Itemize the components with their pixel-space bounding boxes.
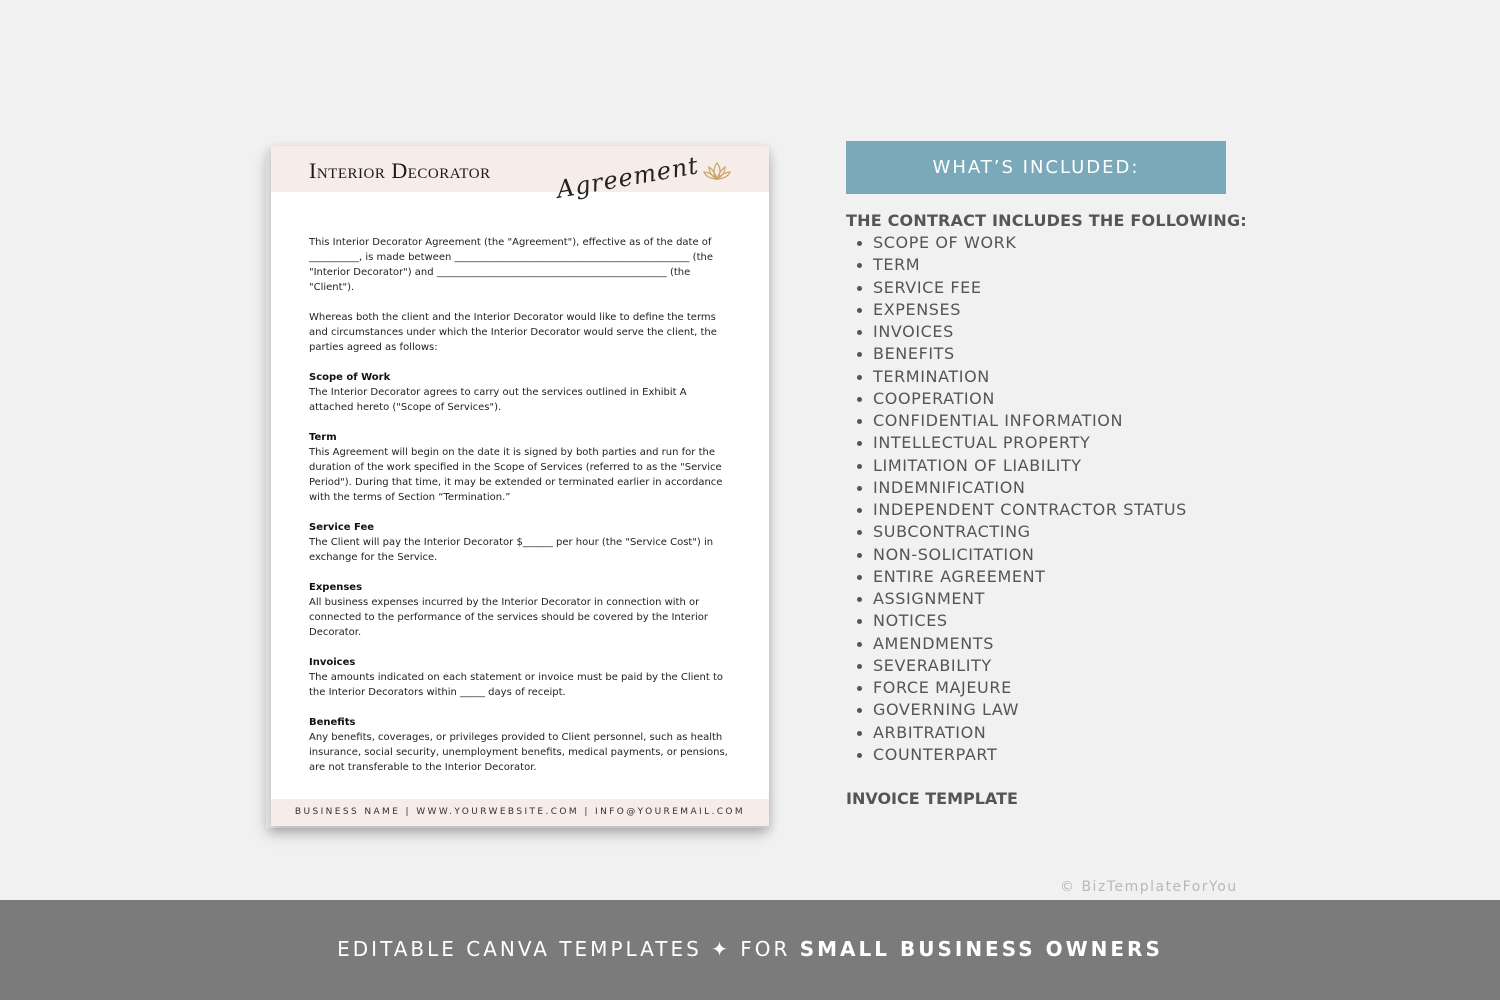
list-item-label: TERM — [873, 255, 921, 275]
bullet-icon — [857, 508, 862, 513]
list-item — [846, 455, 1187, 477]
bullet-icon — [857, 686, 862, 691]
list-item-label: COOPERATION — [873, 388, 995, 408]
bullet-icon — [857, 486, 862, 491]
bullet-icon — [857, 464, 862, 469]
section-text: The Client will pay the Interior Decorator $______ per hour (the "Service Cost") in exchange for the Service. — [309, 537, 714, 563]
intro-paragraph: Whereas both the client and the Interior Decorator would like to define the terms and circumstances under which the Interior Decorator would serve the client, the parties agreed as follows: — [309, 312, 717, 353]
section-text: All business expenses incurred by the Interior Decorator in connection with or connected to the performance of the services should be covered by the Interior Decorator. — [309, 597, 708, 638]
list-item — [846, 744, 1187, 766]
bottom-banner-text-bold: SMALL BUSINESS OWNERS — [799, 937, 1163, 961]
document-footer-band — [271, 799, 769, 826]
list-item — [846, 722, 1187, 744]
section-heading: Invoices — [309, 657, 356, 668]
bullet-icon — [857, 619, 862, 624]
bullet-icon — [857, 352, 862, 357]
bullet-icon — [857, 441, 862, 446]
bullet-icon — [857, 753, 862, 758]
lotus-icon — [703, 160, 731, 182]
list-item — [846, 588, 1187, 610]
list-item-label: INVOICES — [873, 322, 954, 341]
list-item-label: ARBITRATION — [873, 722, 987, 742]
document-footer-text: BUSINESS NAME | WWW.YOURWEBSITE.COM | INFO@YOUREMAIL.COM — [294, 807, 746, 817]
bottom-banner-text-regular: EDITABLE CANVA TEMPLATES ✦ FOR — [337, 937, 800, 961]
section-benefits — [309, 715, 733, 775]
list-item-label: COUNTERPART — [873, 744, 998, 764]
intro-paragraph: This Interior Decorator Agreement (the "Agreement"), effective as of the date of __________, is made between _______________________________________________ (the "Interior Decorator") and ______________________________________________ (the "Client"). — [309, 237, 713, 293]
list-item — [846, 432, 1187, 454]
list-item-label: ENTIRE AGREEMENT — [873, 566, 1046, 586]
list-item — [846, 366, 1187, 388]
list-item-label: EXPENSES — [873, 299, 962, 319]
bullet-icon — [857, 553, 862, 558]
list-item-label: SCOPE OF WORK — [873, 233, 1017, 252]
list-item — [846, 566, 1187, 588]
list-item-label: GOVERNING LAW — [873, 700, 1019, 720]
list-item-label: ASSIGNMENT — [873, 589, 985, 608]
section-heading: Benefits — [309, 717, 356, 728]
document-body — [309, 235, 733, 790]
bullet-icon — [857, 263, 862, 268]
bullet-icon — [857, 575, 862, 580]
bullet-icon — [857, 397, 862, 402]
list-item — [846, 299, 1187, 321]
document-page — [271, 146, 769, 826]
bullet-icon — [857, 731, 862, 736]
section-scope-of-work — [309, 370, 733, 415]
list-item-label: SERVICE FEE — [873, 277, 982, 297]
list-item — [846, 343, 1187, 365]
document-title: Interior Decorator — [309, 158, 491, 183]
list-item-label: BENEFITS — [873, 344, 955, 364]
bullet-icon — [857, 664, 862, 669]
bullet-icon — [857, 708, 862, 713]
list-item-label: FORCE MAJEURE — [873, 678, 1012, 697]
list-item-label: INDEMNIFICATION — [873, 477, 1026, 497]
list-item — [846, 677, 1187, 699]
section-invoices — [309, 655, 733, 700]
list-item — [846, 633, 1187, 655]
section-service-fee — [309, 520, 733, 565]
list-item — [846, 610, 1187, 632]
bullet-icon — [857, 597, 862, 602]
list-item — [846, 521, 1187, 543]
section-text: The Interior Decorator agrees to carry out the services outlined in Exhibit A attached hereto ("Scope of Services"). — [309, 387, 687, 413]
bottom-banner-text — [0, 937, 1500, 961]
list-item — [846, 277, 1187, 299]
bullet-icon — [857, 419, 862, 424]
list-item-label: AMENDMENTS — [873, 633, 994, 653]
list-item — [846, 699, 1187, 721]
list-item-label: NOTICES — [873, 611, 948, 631]
section-expenses — [309, 580, 733, 640]
bullet-icon — [857, 241, 862, 246]
list-item — [846, 544, 1187, 566]
invoice-template-heading: INVOICE TEMPLATE — [846, 789, 1018, 808]
bullet-icon — [857, 308, 862, 313]
list-item — [846, 254, 1187, 276]
list-item-label: SEVERABILITY — [873, 655, 992, 675]
list-item — [846, 232, 1187, 254]
whats-included-banner: WHAT’S INCLUDED: — [846, 141, 1226, 194]
list-item-label: LIMITATION OF LIABILITY — [873, 455, 1082, 475]
section-term — [309, 430, 733, 505]
section-heading: Term — [309, 432, 337, 443]
list-item-label: NON-SOLICITATION — [873, 544, 1035, 564]
bullet-icon — [857, 375, 862, 380]
list-item-label: SUBCONTRACTING — [873, 522, 1031, 542]
bullet-icon — [857, 330, 862, 335]
section-text: The amounts indicated on each statement or invoice must be paid by the Client to the Interior Decorators within _____ days of receipt. — [309, 672, 724, 698]
watermark: © BizTemplateForYou — [1060, 879, 1238, 895]
list-item — [846, 321, 1187, 343]
bullet-icon — [857, 530, 862, 535]
list-item-label: INDEPENDENT CONTRACTOR STATUS — [873, 500, 1187, 519]
section-text: This Agreement will begin on the date it is signed by both parties and run for the duration of the work specified in the Scope of Services (referred to as the "Service Period"). During that time, it may be extended or terminated earlier in accordance with the terms of Section “Termination.” — [309, 447, 723, 503]
section-text: Any benefits, coverages, or privileges provided to Client personnel, such as health insurance, social security, unemployment benefits, medical payments, or pensions, are not transferable to the Interior Decorator. — [309, 732, 728, 773]
bullet-icon — [857, 642, 862, 647]
list-item-label: CONFIDENTIAL INFORMATION — [873, 411, 1124, 430]
list-item — [846, 655, 1187, 677]
bullet-icon — [857, 286, 862, 291]
contract-heading: THE CONTRACT INCLUDES THE FOLLOWING: — [846, 211, 1247, 230]
list-item — [846, 499, 1187, 521]
bottom-banner — [0, 900, 1500, 1000]
section-heading: Scope of Work — [309, 372, 391, 383]
list-item — [846, 410, 1187, 432]
list-item — [846, 477, 1187, 499]
document-script-word: Agreement — [554, 151, 701, 204]
list-item — [846, 388, 1187, 410]
section-heading: Service Fee — [309, 522, 375, 533]
list-item-label: INTELLECTUAL PROPERTY — [873, 433, 1091, 453]
list-item-label: TERMINATION — [873, 366, 990, 386]
section-heading: Expenses — [309, 582, 363, 593]
contract-items-list — [846, 232, 1187, 766]
